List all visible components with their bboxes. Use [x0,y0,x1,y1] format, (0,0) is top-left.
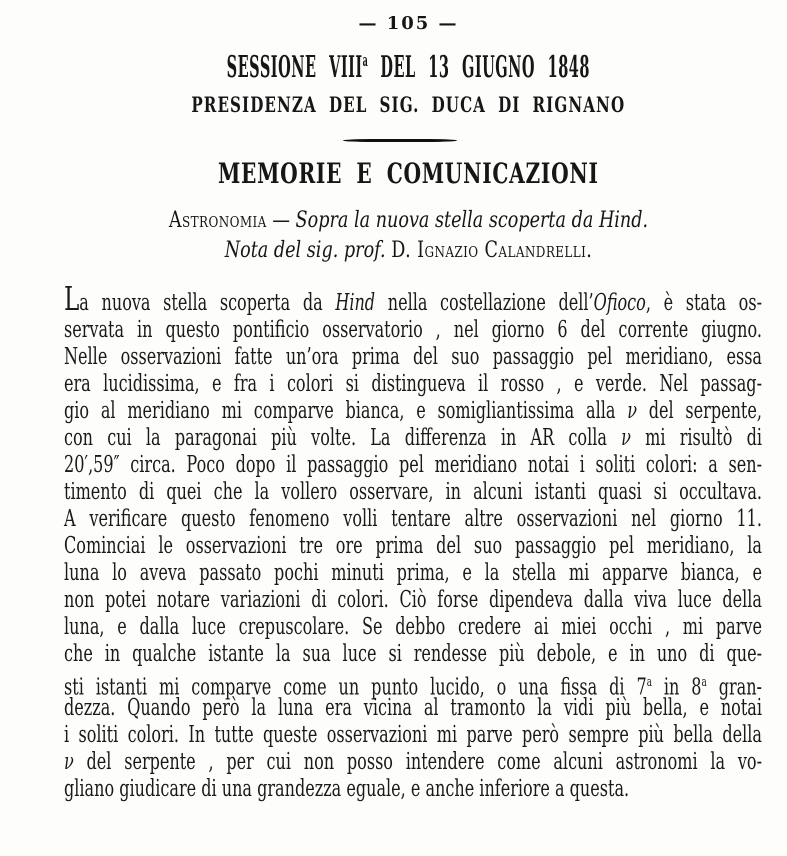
session-title-date: DEL 13 GIUGNO 1848 [368,48,591,85]
session-title-text: SESSIONE VIII [226,48,363,85]
body-line: i soliti colori. In tutte queste osservazioni mi parve però sempre più bella della [64,722,762,748]
article-author: D. Ignazio Calandrelli. [391,238,593,263]
body-line: sti istanti mi comparve come un punto lucido, o una fissa di 7$^a$ in 8$^a$ gran- [64,674,762,701]
article-heading [30,206,787,266]
body-line: con cui la paragonai più volte. La differenza in AR colla ν mi risultò di [64,425,763,451]
body-line: luna, e dalla luce crepuscolare. Se debbo credere ai miei occhi , mi parve [64,614,762,640]
presidency-text: PRESIDENZA DEL SIG. DUCA DI RIGNANO [191,92,626,117]
drop-cap-initial: L [64,279,80,318]
session-title [30,42,787,84]
article-note-prefix: Nota del sig. prof. [224,238,392,263]
body-line: Cominciai le osservazioni tre ore prima del suo passaggio pel meridiano, la [64,533,762,559]
body-line: La nuova stella scoperta da Hind nella costellazione dell’Ofioco, è stata os- [64,279,763,318]
session-title-inner [227,42,590,85]
body-line: servata in questo pontificio osservatorio , nel giorno 6 del corrente giugno. [64,317,762,343]
body-line: luna lo aveva passato pochi minuti prima, e la stella mi apparve bianca, e [64,560,762,586]
body-line: 20′,59″ circa. Poco dopo il passaggio pel meridiano notai i soliti colori: a sen- [64,452,762,478]
body-line: non potei notare variazioni di colori. Ciò forse dipendeva dalla viva luce della [64,587,762,613]
body-line: era lucidissima, e fra i colori si distingueva il rosso , e verde. Nel passag- [64,371,762,397]
body-line: gliano giudicare di una grandezza eguale, e anche inferiore a questa. [64,776,630,802]
body-line: dezza. Quando però la luna era vicina al tramonto la vidi più bella, e notai [64,695,762,721]
article-heading-inner [169,206,648,266]
article-author-line [169,236,648,266]
body-line: gio al meridiano mi comparve bianca, e somigliantissima alla ν del serpente, [64,398,762,424]
body-line: timento di quei che la vollero osservare, in alcuni istanti quasi si occultava. [64,479,762,505]
section-divider-rule [343,139,457,142]
page-number: — 105 — [358,13,459,34]
body-line: che in qualche istante la sua luce si rendesse più debole, e in uno di que- [64,641,762,667]
session-ordinal-superscript: a [362,50,369,71]
section-title-text: MEMORIE E COMUNICAZIONI [218,157,599,190]
section-title [30,157,787,191]
article-field-label: Astronomia [168,208,267,233]
body-text [64,279,763,803]
body-line: Nelle osservazioni fatte un’ora prima del suo passaggio pel meridiano, essa [64,344,762,370]
article-subject-line [169,206,648,236]
presidency-line [30,92,787,118]
article-separator-dash: — [272,208,290,233]
article-title: Sopra la nuova stella scoperta da Hind. [295,208,649,233]
body-line: ν del serpente , per cui non posso intendere come alcuni astronomi la vo- [64,749,762,775]
body-line: A verificare questo fenomeno volli tentare altre osservazioni nel giorno 11. [64,506,762,532]
